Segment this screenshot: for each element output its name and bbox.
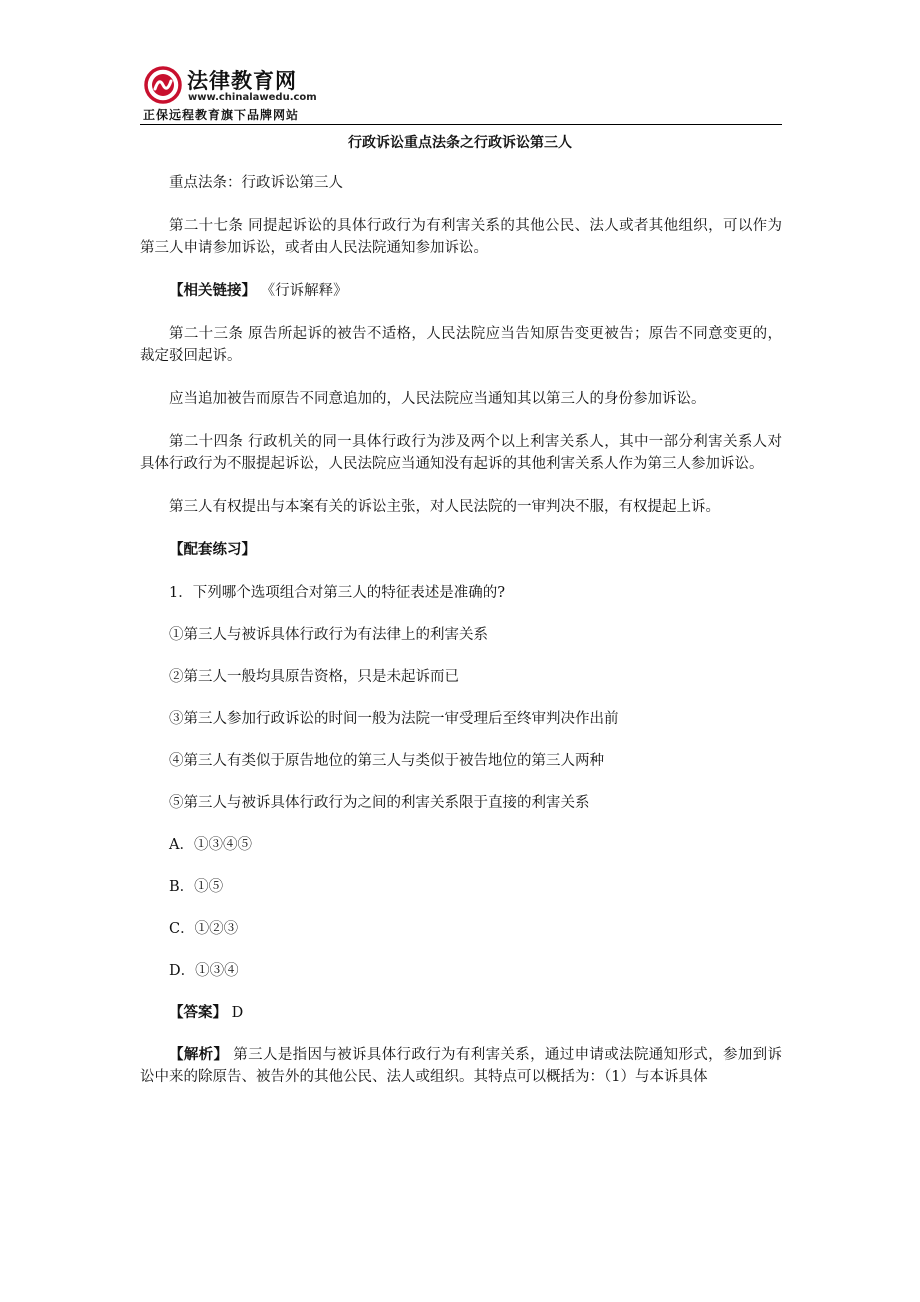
- answer-text: D: [227, 1005, 244, 1021]
- document-title: 行政诉讼重点法条之行政诉讼第三人: [348, 135, 572, 151]
- related-links-text: 《行诉解释》: [256, 283, 348, 299]
- brand-tagline: 正保远程教育旗下品牌网站: [143, 108, 300, 122]
- analysis-text: 第三人是指因与被诉具体行政行为有利害关系，通过申请或法院通知形式，参加到诉讼中来的除原告、被告外的其他公民、法人或组织。其特点可以概括为：（1）与本诉具体: [140, 1047, 783, 1085]
- article-24-cont: 第三人有权提出与本案有关的诉讼主张，对人民法院的一审判决不服，有权提起上诉。: [169, 499, 720, 515]
- question-1: 1．下列哪个选项组合对第三人的特征表述是准确的?: [169, 585, 505, 601]
- related-links: [140, 280, 782, 302]
- exercise-heading: 【配套练习】: [169, 541, 256, 558]
- document-body: [140, 172, 782, 1109]
- article-24: 第二十四条 行政机关的同一具体行政行为涉及两个以上利害关系人，其中一部分利害关系人对具体行政行为不服提起诉讼，人民法院应当通知没有起诉的其他利害关系人作为第三人参加诉讼。: [140, 434, 782, 472]
- key-article-heading: 重点法条：行政诉讼第三人: [169, 175, 343, 191]
- analysis-label: 【解析】: [169, 1046, 229, 1063]
- answer-label: 【答案】: [169, 1004, 227, 1021]
- statement-2: ②第三人一般均具原告资格，只是未起诉而已: [169, 669, 459, 685]
- article-23: 第二十三条 原告所起诉的被告不适格，人民法院应当告知原告变更被告；原告不同意变更的，裁定驳回起诉。: [140, 326, 782, 364]
- option-a: A．①③④⑤: [169, 837, 252, 853]
- brand-name: 法律教育网: [187, 69, 297, 93]
- article-23-cont: 应当追加被告而原告不同意追加的，人民法院应当通知其以第三人的身份参加诉讼。: [169, 391, 706, 407]
- site-header: [140, 62, 782, 126]
- related-links-label: 【相关链接】: [169, 282, 256, 299]
- statement-3: ③第三人参加行政诉讼的时间一般为法院一审受理后至终审判决作出前: [169, 711, 619, 727]
- option-c: C．①②③: [169, 921, 239, 937]
- analysis: [140, 1044, 782, 1088]
- brand-url[interactable]: www.chinalawedu.com: [188, 92, 317, 103]
- answer: [140, 1002, 782, 1024]
- statement-4: ④第三人有类似于原告地位的第三人与类似于被告地位的第三人两种: [169, 753, 604, 769]
- statement-5: ⑤第三人与被诉具体行政行为之间的利害关系限于直接的利害关系: [169, 795, 590, 811]
- statement-1: ①第三人与被诉具体行政行为有法律上的利害关系: [169, 627, 488, 643]
- article-27: 第二十七条 同提起诉讼的具体行政行为有利害关系的其他公民、法人或者其他组织，可以作为第三人申请参加诉讼，或者由人民法院通知参加诉讼。: [140, 218, 782, 256]
- option-b: B．①⑤: [169, 879, 224, 895]
- header-divider: [140, 124, 782, 125]
- option-d: D．①③④: [169, 963, 239, 979]
- logo-icon: [143, 65, 183, 105]
